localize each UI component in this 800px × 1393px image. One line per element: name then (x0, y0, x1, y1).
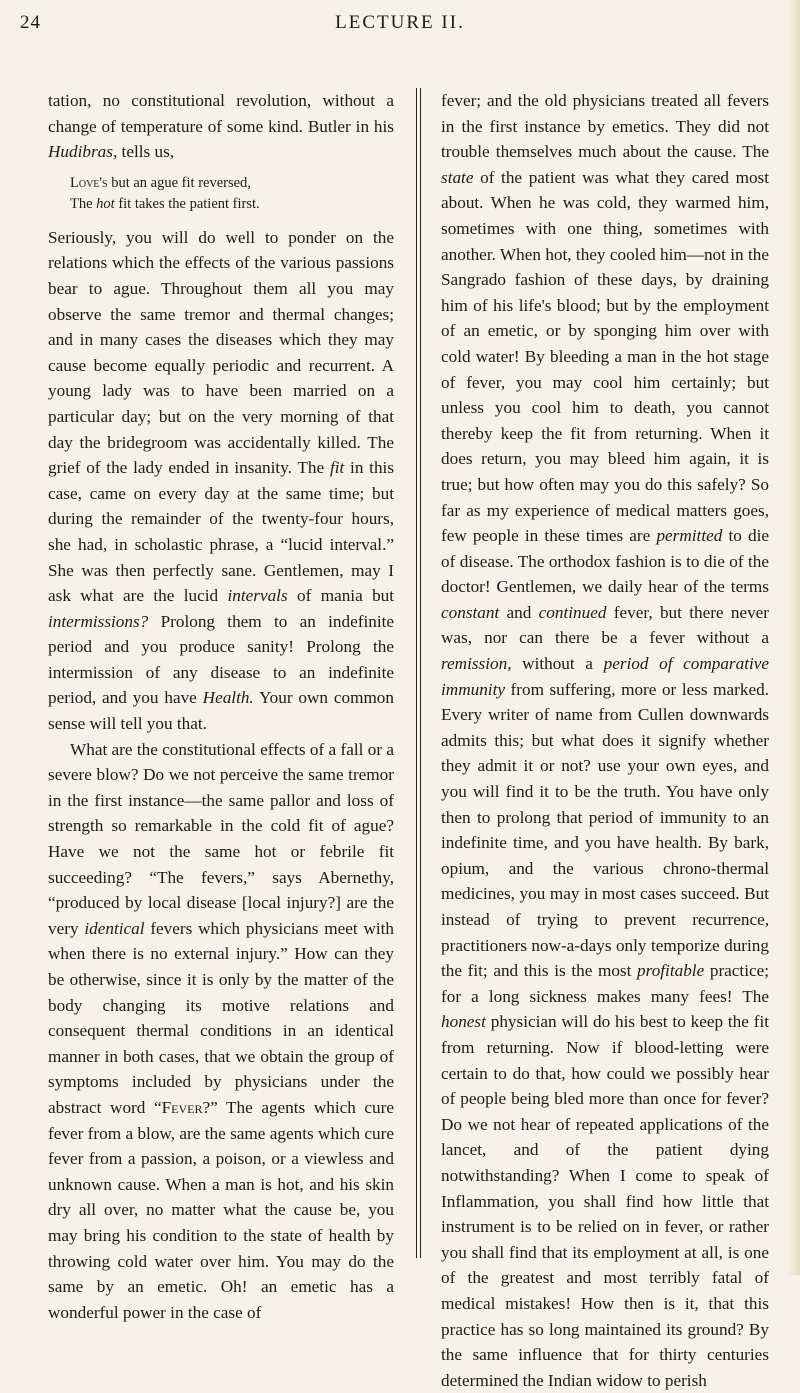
page-edge (786, 0, 800, 1275)
paragraph-4: fever; and the old physicians treated all fevers in the first instance by emetics. They did not trouble themselves much about the cause. The state of the patient was what they cared most about. When he was cold, they warmed him, sometimes with one thing, sometimes with another. When hot, they cooled him—not in the Sangrado fashion of these days, by draining him of his life's blood; but by the employment of an emetic, or by sponging him over with cold water! By bleeding a man in the hot stage of fever, you may cool him certainly; but unless you cool him to death, you cannot thereby keep the fit from returning. When it does return, you may bleed him again, it is true; but how often may you do this safely? So far as my experience of medical matters goes, few people in these times are permitted to die of disease. The orthodox fashion is to die of the doctor! Gentlemen, we daily hear of the terms constant and continued fever, but there never was, nor can there be a fever without a remission, without a period of comparative immunity from suffering, more or less marked. Every writer of name from Cullen downwards admits this; but what does it signify whether they admit it or not? use your own eyes, and you will find it to be the truth. You have only then to prolong that period of immunity to an indefinite time, and you have health. By bark, opium, and the various chrono-thermal medicines, you may in most cases succeed. But instead of trying to prevent recurrence, practitioners now-a-days only temporize during the fit; and this is the most profitable practice; for a long sickness makes many fees! The honest physician will do his best to keep the fit from returning. Now if blood-letting were certain to do that, how could we possibly hear of people being bled more than once for fever? Do we not hear of repeated applications of the lancet, and of the patient dying notwithstanding? When I come to speak of Inflammation, you shall find how little that instrument is to be relied on in fever, or rather you shall find that its employment at all, is one of the greatest and most terribly fatal of medical mistakes! How then is it, that this practice has so long maintained its ground? By the same influence that for thirty centuries determined the Indian widow to perish (441, 91, 770, 1390)
paragraph-2: Seriously, you will do well to ponder on the relations which the effects of the various passions bear to ague. Throughout them all you may observe the same tremor and thermal changes; and in many cases the diseases which they may cause become equally periodic and recurrent. A young lady was to have been married on a particular day; but on the very morning of that day the bridegroom was accidentally killed. The grief of the lady ended in insanity. The fit in this case, came on every day at the same time; but during the remainder of the twenty-four hours, she had, in scholastic phrase, a “lucid interval.” She was then perfectly sane. Gentlemen, may I ask what are the lucid intervals of mania but intermissions? Prolong them to an indefinite period and you produce sanity! Prolong the intermission of any disease to an indefinite period, and you have Health. Your own common sense will tell you that. (48, 227, 395, 734)
verse-quote (70, 173, 394, 215)
column-rule-inner (420, 88, 421, 1258)
paragraph-1: tation, no constitutional revolution, without a change of temperature of some kind. Butler in his Hudibras, tells us, (48, 91, 394, 162)
page-number: 24 (20, 12, 41, 33)
running-head: LECTURE II. (335, 12, 465, 33)
verse-line-2: The hot fit takes the patient first. (70, 195, 260, 212)
paragraph-3: What are the constitutional effects of a fall or a severe blow? Do we not perceive the same tremor in the first instance—the same pallor and loss of strength so remarkable in the cold fit of ague? Have we not the same hot or febrile fit succeeding? “The fevers,” says Abernethy, “produced by local disease [local injury?] are the very identical fevers which physicians meet with when there is no external injury.” How can they be otherwise, since it is only by the matter of the body changing its motive relations and consequent thermal conditions in an identical manner in both cases, that we obtain the group of symptoms included by physicians under the abstract word “Fever?” The agents which cure fever from a blow, are the same agents which cure fever from a passion, a poison, or a viewless and unknown cause. When a man is hot, and his skin dry all over, no matter what the cause be, you may bring his condition to the state of health by throwing cold water over him. You may do the same by an emetic. Oh! an emetic has a wonderful power in the case of (48, 739, 395, 1322)
page-header (20, 12, 780, 38)
right-column (441, 88, 769, 1393)
hudibras-title: Hudibras, (48, 142, 118, 162)
left-column (48, 88, 394, 1325)
column-rule (416, 88, 417, 1258)
verse-line-1: Love's but an ague fit reversed, (70, 174, 251, 191)
